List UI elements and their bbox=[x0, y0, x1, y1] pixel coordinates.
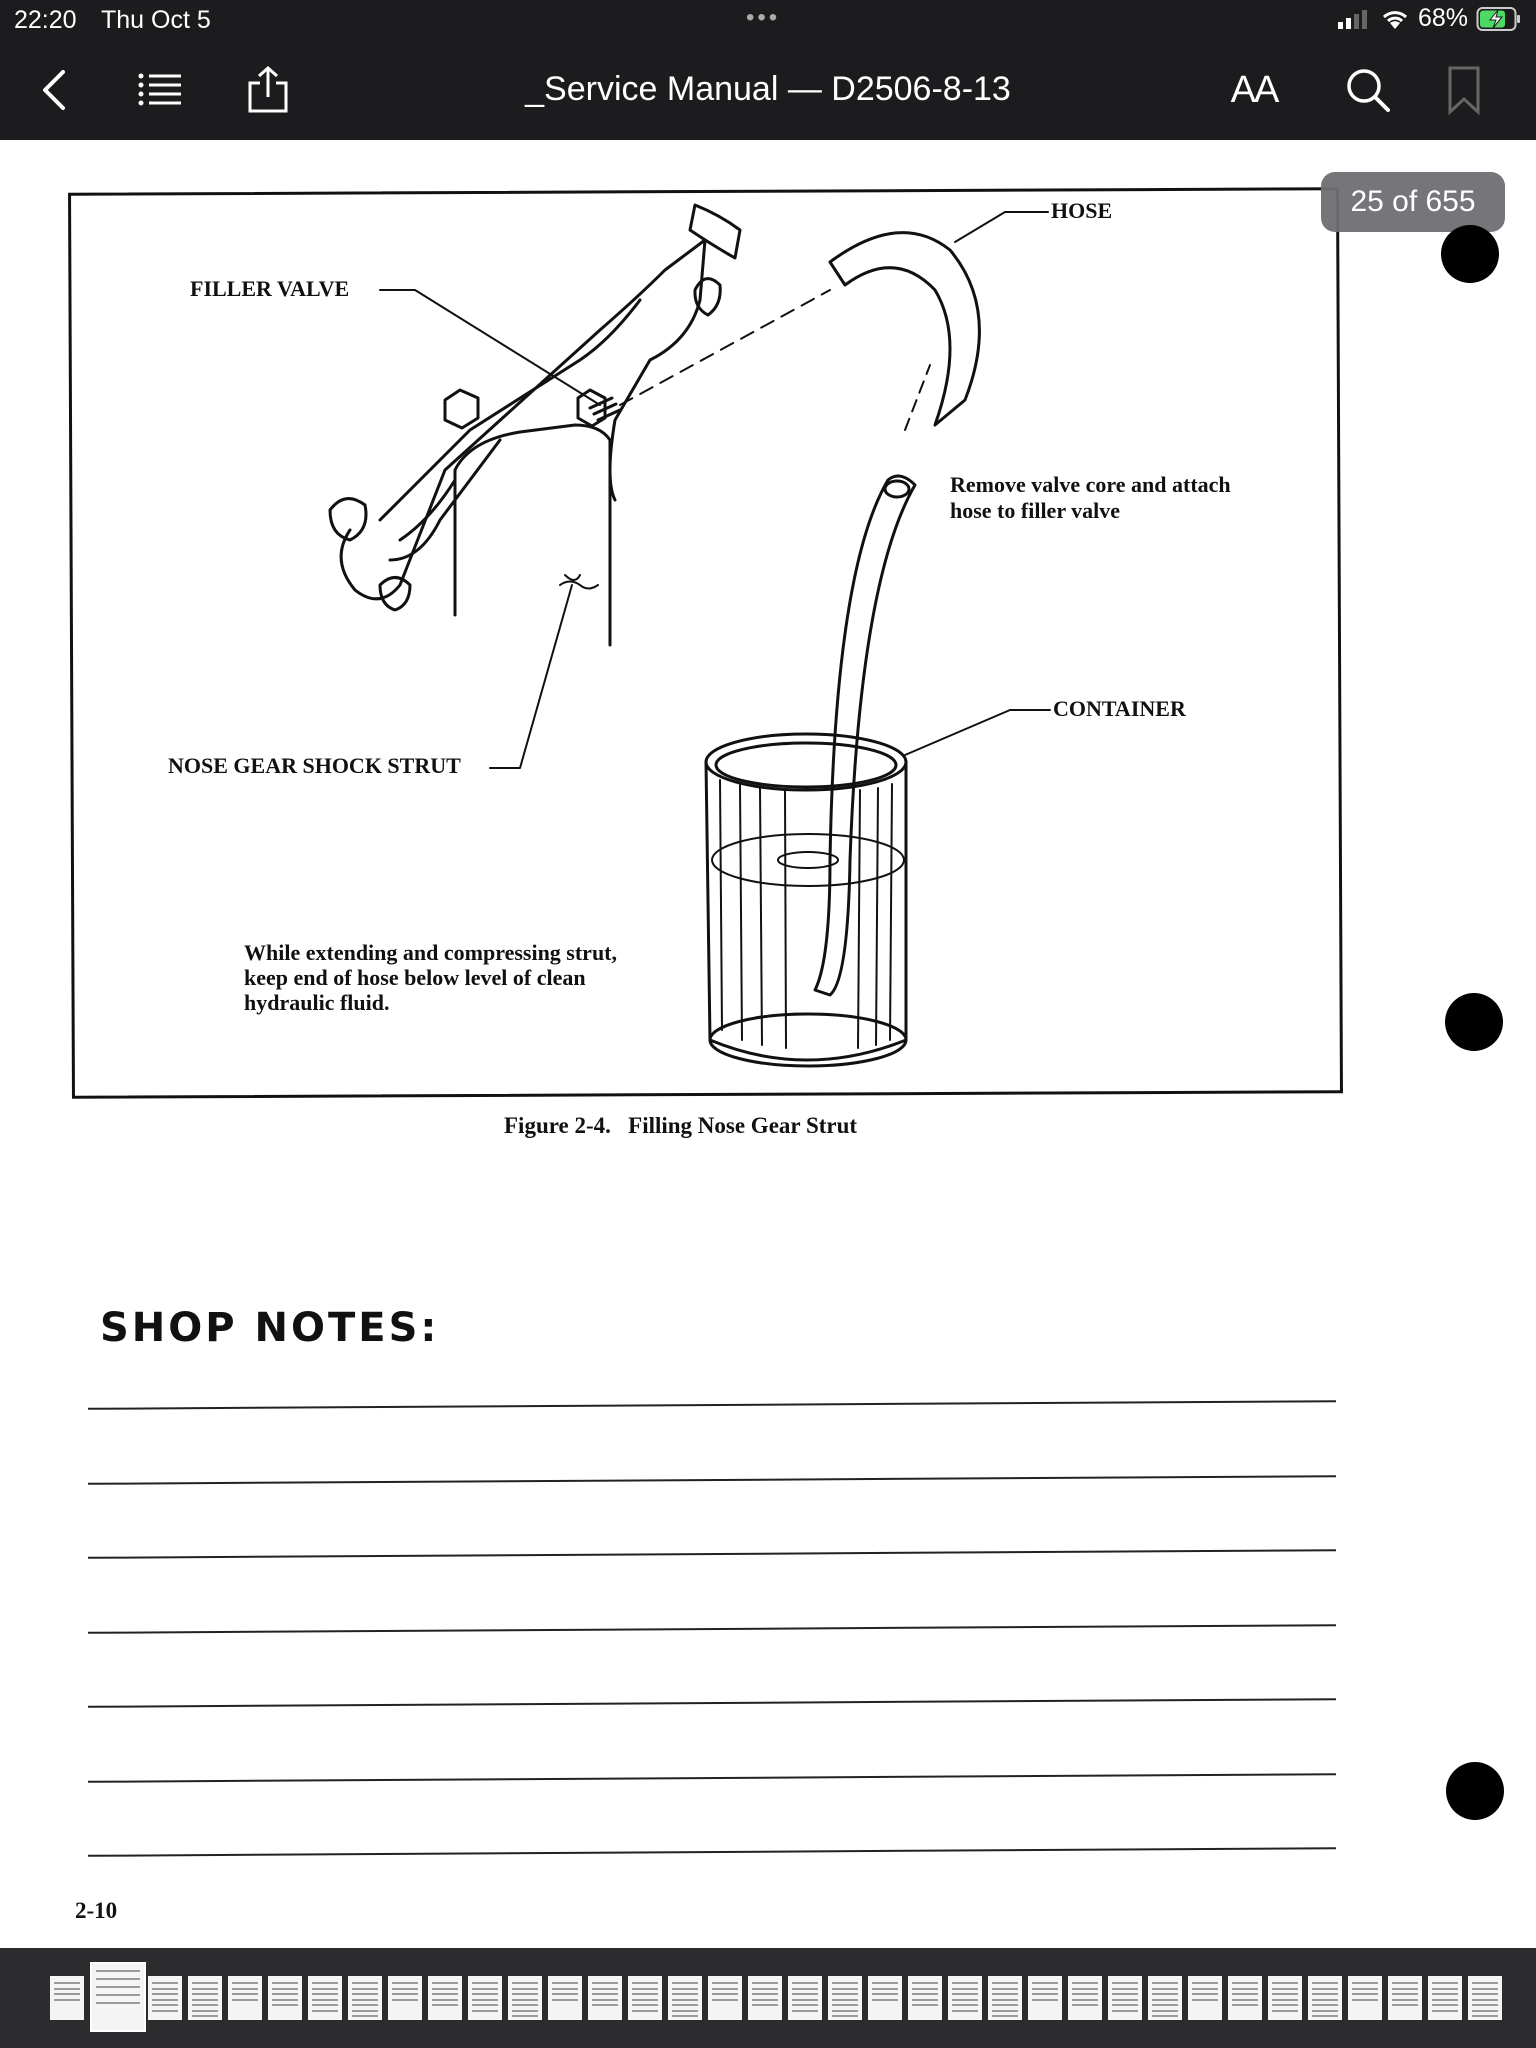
page-thumbnail[interactable] bbox=[948, 1976, 982, 2020]
binder-hole-middle bbox=[1445, 993, 1503, 1051]
page-thumbnail[interactable] bbox=[828, 1976, 862, 2020]
page-thumbnail[interactable] bbox=[348, 1976, 382, 2020]
page-thumbnail[interactable] bbox=[628, 1976, 662, 2020]
page-thumbnail[interactable] bbox=[1108, 1976, 1142, 2020]
page-thumbnail[interactable] bbox=[668, 1976, 702, 2020]
document-title: _Service Manual — D2506-8-13 bbox=[525, 70, 1011, 108]
strut-fork-arm bbox=[341, 240, 705, 599]
label-while-line-1: While extending and compressing strut, bbox=[244, 940, 618, 965]
page-number: 2-10 bbox=[75, 1898, 118, 1923]
shop-notes-heading: SHOP NOTES: bbox=[100, 1305, 440, 1351]
page-thumbnail[interactable] bbox=[748, 1976, 782, 2020]
page-thumbnail[interactable] bbox=[308, 1976, 342, 2020]
page-thumbnail[interactable] bbox=[588, 1976, 622, 2020]
binder-hole-top bbox=[1441, 225, 1499, 283]
label-hose: HOSE bbox=[1051, 198, 1113, 223]
page-thumbnail[interactable] bbox=[1068, 1976, 1102, 2020]
page-counter: 25 of 655 bbox=[1321, 172, 1505, 232]
binder-hole-bottom bbox=[1446, 1762, 1504, 1820]
page-thumbnail[interactable] bbox=[1188, 1976, 1222, 2020]
page-thumbnail[interactable] bbox=[148, 1976, 182, 2020]
page-thumbnail[interactable] bbox=[428, 1976, 462, 2020]
label-remove-valve-core bbox=[950, 472, 1231, 524]
page-thumbnail[interactable] bbox=[708, 1976, 742, 2020]
page-thumbnail[interactable] bbox=[268, 1976, 302, 2020]
page-thumbnail[interactable] bbox=[1028, 1976, 1062, 2020]
label-remove-line-2: hose to filler valve bbox=[950, 498, 1121, 523]
label-while-line-2: keep end of hose below level of clean bbox=[244, 965, 586, 990]
page-thumbnail[interactable] bbox=[908, 1976, 942, 2020]
label-filler-valve: FILLER VALVE bbox=[190, 276, 350, 301]
page-thumbnail[interactable] bbox=[1228, 1976, 1262, 2020]
label-container: CONTAINER bbox=[1053, 696, 1186, 721]
font-size-label: AA bbox=[1230, 68, 1278, 111]
page-thumbnail[interactable] bbox=[1308, 1976, 1342, 2020]
label-while-line-3: hydraulic fluid. bbox=[244, 990, 390, 1015]
figure-caption: Figure 2-4. Filling Nose Gear Strut bbox=[504, 1113, 858, 1138]
page-thumbnail[interactable] bbox=[388, 1976, 422, 2020]
page-thumbnail-strip[interactable] bbox=[0, 1948, 1536, 2048]
label-extending-note bbox=[244, 940, 617, 1015]
page-thumbnail[interactable] bbox=[228, 1976, 262, 2020]
page-thumbnail[interactable] bbox=[188, 1976, 222, 2020]
label-remove-line-1: Remove valve core and attach bbox=[950, 472, 1231, 497]
strut-body bbox=[455, 425, 610, 645]
page-thumbnail[interactable] bbox=[1148, 1976, 1182, 2020]
page-thumbnail[interactable] bbox=[868, 1976, 902, 2020]
page-thumbnail[interactable] bbox=[50, 1976, 84, 2020]
page-thumbnail[interactable] bbox=[508, 1976, 542, 2020]
page-thumbnail[interactable] bbox=[1428, 1976, 1462, 2020]
status-date: Thu Oct 5 bbox=[101, 6, 211, 34]
page-thumbnail-current[interactable] bbox=[90, 1962, 146, 2032]
multitasking-dots-icon[interactable]: ••• bbox=[746, 4, 781, 31]
page-thumbnail[interactable] bbox=[788, 1976, 822, 2020]
label-nose-gear-shock-strut: NOSE GEAR SHOCK STRUT bbox=[168, 753, 461, 778]
battery-percent: 68% bbox=[1417, 4, 1468, 32]
page-thumbnail[interactable] bbox=[1348, 1976, 1382, 2020]
page-thumbnail[interactable] bbox=[988, 1976, 1022, 2020]
page-thumbnail[interactable] bbox=[1468, 1976, 1502, 2020]
page-thumbnail[interactable] bbox=[1388, 1976, 1422, 2020]
hose-upper bbox=[830, 233, 979, 425]
status-time: 22:20 bbox=[14, 6, 77, 34]
page-thumbnail[interactable] bbox=[468, 1976, 502, 2020]
page-thumbnail[interactable] bbox=[548, 1976, 582, 2020]
page-thumbnail[interactable] bbox=[1268, 1976, 1302, 2020]
